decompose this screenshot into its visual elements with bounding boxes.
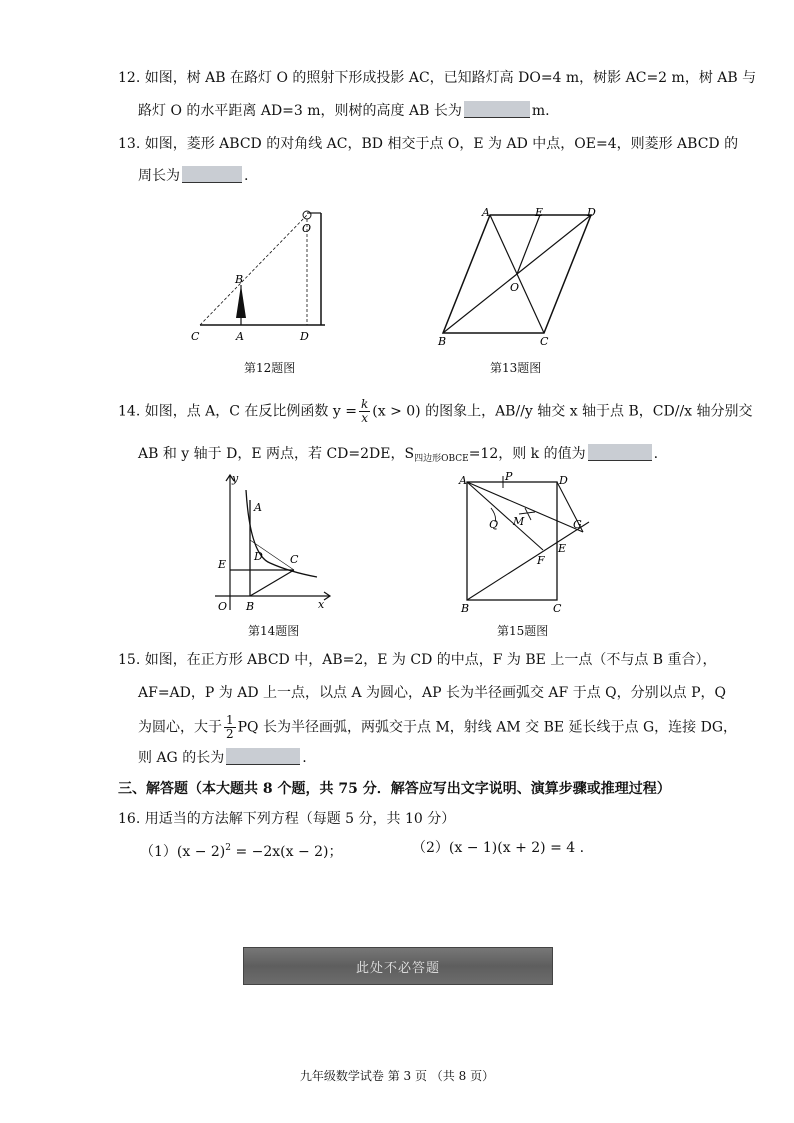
fig15-label-M: M (513, 515, 525, 528)
q16-part1 (140, 838, 343, 862)
q15-frac-num: 1 (226, 713, 234, 727)
fig14-label-O: O (218, 600, 228, 613)
fig14-label-D: D (254, 550, 263, 563)
answer-blank-q14[interactable] (588, 444, 652, 461)
fig13-label-A: A (482, 206, 490, 219)
q16-title: 16. 用适当的方法解下列方程（每题 5 分，共 10 分） (118, 811, 456, 827)
q15-line4 (138, 748, 307, 768)
fig15-label-A: A (459, 474, 467, 487)
q15-text-c: 则 AG 的长为 (138, 750, 225, 766)
fig13-label-E: E (535, 206, 544, 219)
q13-line1: 13. 如图，菱形 ABCD 的对角线 AC，BD 相交于点 O，E 为 AD 中点，OE=4，则菱形 ABCD 的 (118, 136, 739, 152)
q14-line2 (138, 444, 658, 469)
fig14-label-y: y (232, 472, 239, 485)
fig14-label-x: x (318, 598, 325, 611)
q14-frac-num: k (360, 397, 369, 411)
q14-frac-den: x (361, 411, 369, 425)
q16-p1-exponent: 2 (225, 843, 231, 853)
no-answer-banner (243, 947, 553, 985)
fig14-label-C: C (290, 553, 299, 566)
figure-12 (185, 205, 335, 345)
q14-line1 (118, 398, 753, 425)
fig12-caption: 第12题图 (244, 361, 296, 375)
fig14-label-A: A (254, 501, 262, 514)
q15-text-b: PQ 长为半径画弧，两弧交于点 M，射线 AM 交 BE 延长线于点 G，连接 DG， (237, 719, 738, 736)
q14-period: . (653, 446, 659, 462)
q14-subscript: 四边形OBCE (414, 454, 469, 464)
q15-line2: AF=AD，P 为 AD 上一点，以点 A 为圆心，AP 长为半径画弧交 AF 于点 Q，分别以点 P，Q (138, 685, 726, 701)
q13-text: 周长为 (138, 168, 180, 184)
fig13-label-B: B (438, 335, 447, 348)
q12-text: 路灯 O 的水平距离 AD=3 m，则树的高度 AB 长为 (138, 103, 462, 119)
fig13-label-C: C (540, 335, 549, 348)
fig14-caption: 第14题图 (248, 624, 300, 638)
q15-period: . (302, 750, 307, 766)
fig15-label-F: F (537, 554, 545, 567)
fig15-label-G: G (573, 518, 582, 531)
banner-text: 此处不必答题 (355, 960, 440, 976)
q14-text-b: (x > 0) 的图象上，AB//y 轴交 x 轴于点 B，CD//x 轴分别交 (372, 403, 753, 420)
section-heading: 三、解答题（本大题共 8 个题，共 75 分．解答应写出文字说明、演算步骤或推理过程） (118, 781, 671, 797)
q12-line2 (138, 101, 550, 121)
fig12-label-O: O (302, 222, 312, 235)
fig15-label-C: C (553, 602, 562, 615)
fig15-label-P: P (505, 470, 513, 483)
fig15-label-E: E (558, 542, 567, 555)
q12-line1: 12. 如图，树 AB 在路灯 O 的照射下形成投影 AC，已知路灯高 DO=4 m，树影 AC=2 m，树 AB 与 (118, 70, 757, 86)
q16-p1-a: （1）(x − 2) (140, 844, 226, 860)
fig14-label-B: B (246, 600, 255, 613)
fig15-caption: 第15题图 (497, 624, 549, 638)
fig15-label-Q: Q (489, 518, 499, 531)
fig13-caption: 第13题图 (490, 361, 542, 375)
q14-text-d: =12，则 k 的值为 (468, 446, 586, 462)
fig12-label-A: A (236, 330, 244, 343)
q16-part2: （2）(x − 1)(x + 2) = 4 . (412, 840, 585, 856)
fig14-label-E: E (218, 558, 227, 571)
answer-blank-q12[interactable] (464, 101, 530, 118)
q14-fraction (359, 398, 370, 425)
q13-line2 (138, 166, 248, 186)
q15-frac-den: 2 (226, 727, 234, 741)
q14-text-c: AB 和 y 轴于 D，E 两点，若 CD=2DE，S (138, 446, 415, 462)
figure-13 (433, 203, 608, 348)
q15-line1: 15. 如图，在正方形 ABCD 中，AB=2，E 为 CD 的中点，F 为 BE 上一点（不与点 B 重合）， (118, 652, 717, 668)
answer-blank-q15[interactable] (226, 748, 300, 765)
q14-text-a: 14. 如图，点 A，C 在反比例函数 y = (118, 403, 357, 420)
q15-line3 (138, 714, 737, 741)
figure-14 (210, 470, 335, 615)
fig12-label-D: D (300, 330, 309, 343)
fig12-label-C: C (191, 330, 200, 343)
q13-period: . (244, 168, 249, 184)
answer-blank-q13[interactable] (182, 166, 242, 183)
q15-text-a: 为圆心，大于 (138, 719, 222, 736)
fig13-label-O: O (510, 281, 520, 294)
figure-15 (455, 470, 600, 618)
fig15-label-D: D (559, 474, 568, 487)
fig12-label-B: B (235, 273, 244, 286)
fig15-label-B: B (461, 602, 470, 615)
q16-p1-b: = −2x(x − 2)； (231, 844, 343, 860)
page-footer: 九年级数学试卷 第 3 页 （共 8 页） (299, 1069, 495, 1083)
fig13-label-D: D (587, 206, 596, 219)
q15-fraction (224, 714, 236, 741)
q12-unit: m. (531, 103, 550, 119)
